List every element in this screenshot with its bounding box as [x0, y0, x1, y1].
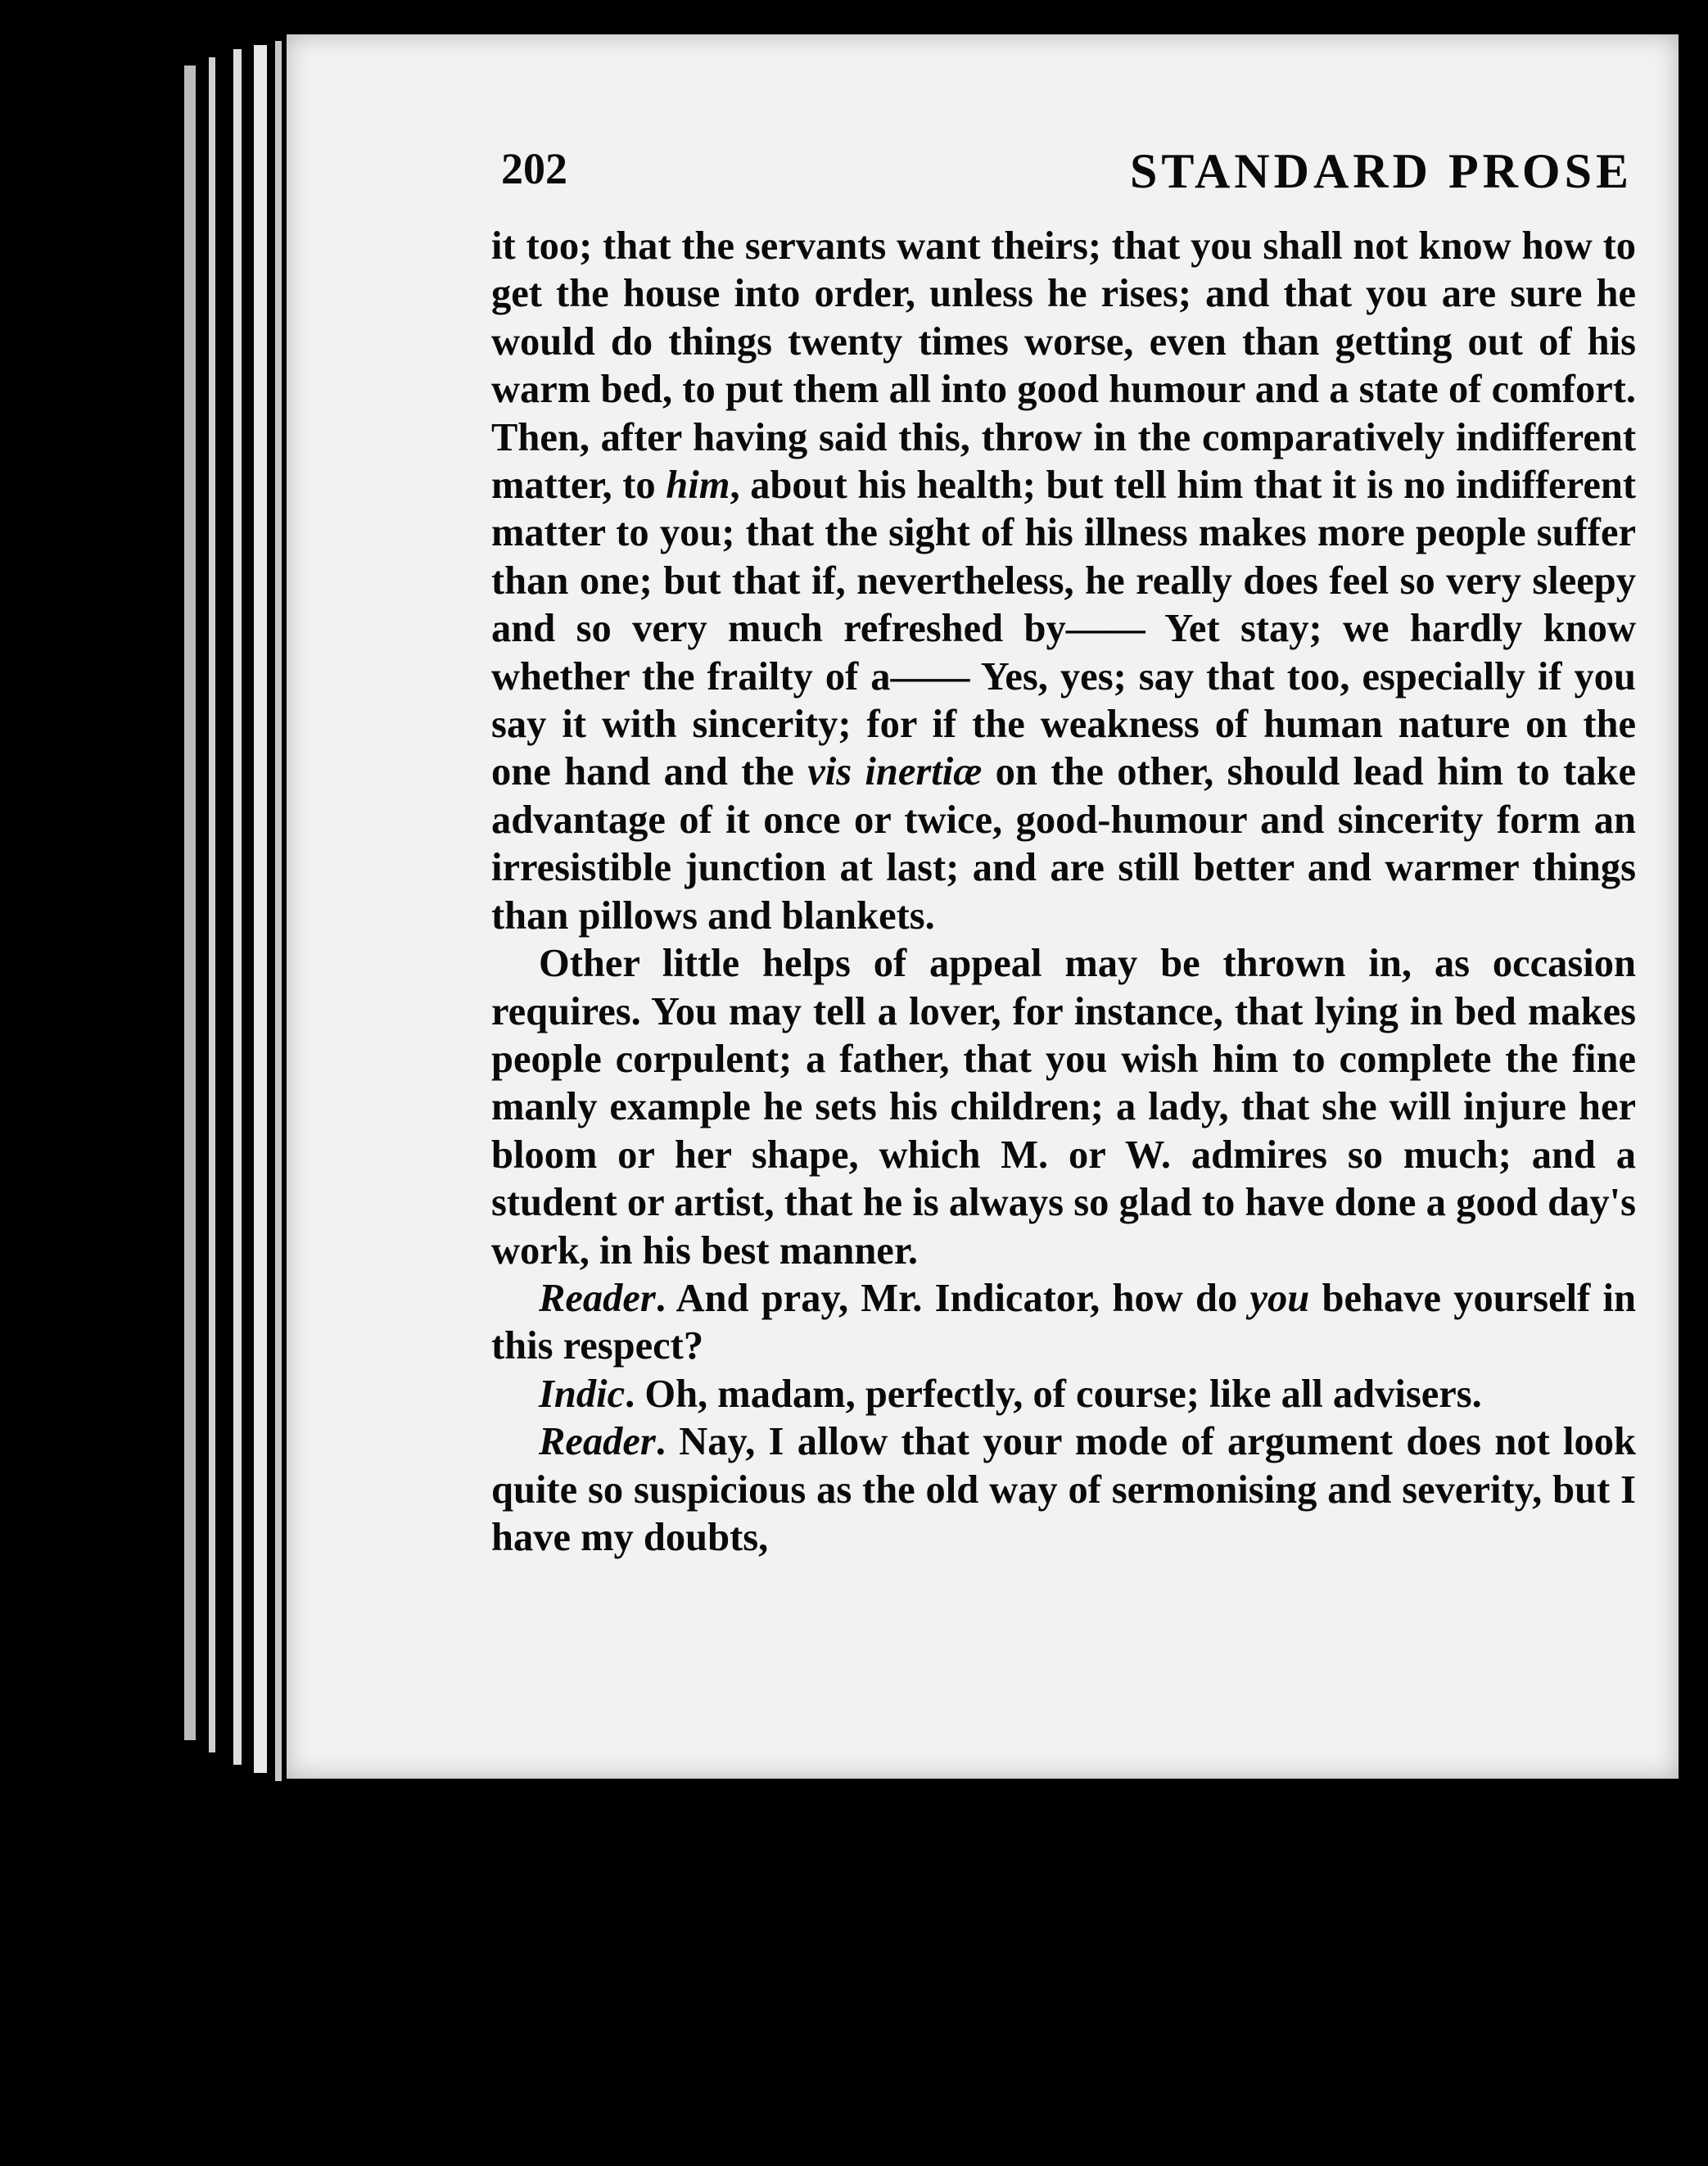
- paragraph: Other little helps of appeal may be thrown in, as occasion requires. You may tell a lover, for instance, that lying in bed makes people corpulent; a father, that you wish him to complete the fine manly example he sets his children; a lady, that she will injure her bloom or her shape, which M. or W. admires so much; and a student or artist, that he is always so glad to have done a good day's work, in his best manner.: [491, 942, 1636, 1273]
- paragraph: it too; that the servants want theirs; that you shall not know how to get the house into order, unless he rises; and that you are sure he would do things twenty times worse, even than getting out of his warm bed, to put them all into good humour and a state of comfort. Then, after having said this, throw in the comparatively indifferent matter, to him, about his health; but tell him that it is no indifferent matter to you; that the sight of his illness makes more people suffer than one; but that if, nevertheless, he really does feel so very sleepy and so very much refreshed by—— Yet stay; we hardly know whether the frailty of a—— Yes, yes; say that too, especially if you say it with sincerity; for if the weakness of human nature on the one hand and the vis inertiæ on the other, should lead him to take advantage of it once or twice, good-humour and sincerity form an irresistible junction at last; and are still better and warmer things than pillows and blankets.: [491, 224, 1636, 938]
- speaker-name: Indic: [539, 1372, 626, 1416]
- emphasis: vis inertiæ: [807, 750, 983, 794]
- page-number: 202: [501, 144, 567, 193]
- dialogue-paragraph: Reader. Nay, I allow that your mode of argument does not look quite so suspicious as the old way of sermonising and severity, but I have my doubts,: [491, 1420, 1636, 1559]
- page-edge-strip: [275, 41, 282, 1781]
- speaker-name: Reader: [539, 1276, 656, 1320]
- page-edge-strip: [184, 66, 196, 1740]
- speaker-name: Reader: [539, 1420, 656, 1464]
- dialogue-paragraph: Indic. Oh, madam, perfectly, of course; like all advisers.: [539, 1372, 1482, 1416]
- emphasis: him: [666, 463, 730, 508]
- page-edge-strip: [209, 57, 215, 1752]
- page-edge-strip: [254, 45, 267, 1773]
- emphasis: you: [1249, 1276, 1310, 1320]
- page-header: [501, 143, 1633, 209]
- dialogue-paragraph: Reader. And pray, Mr. Indicator, how do you behave yourself in this respect?: [491, 1276, 1636, 1368]
- running-title: STANDARD PROSE: [1130, 144, 1633, 198]
- page-edge-strip: [233, 49, 242, 1765]
- body-text: [491, 223, 1636, 1562]
